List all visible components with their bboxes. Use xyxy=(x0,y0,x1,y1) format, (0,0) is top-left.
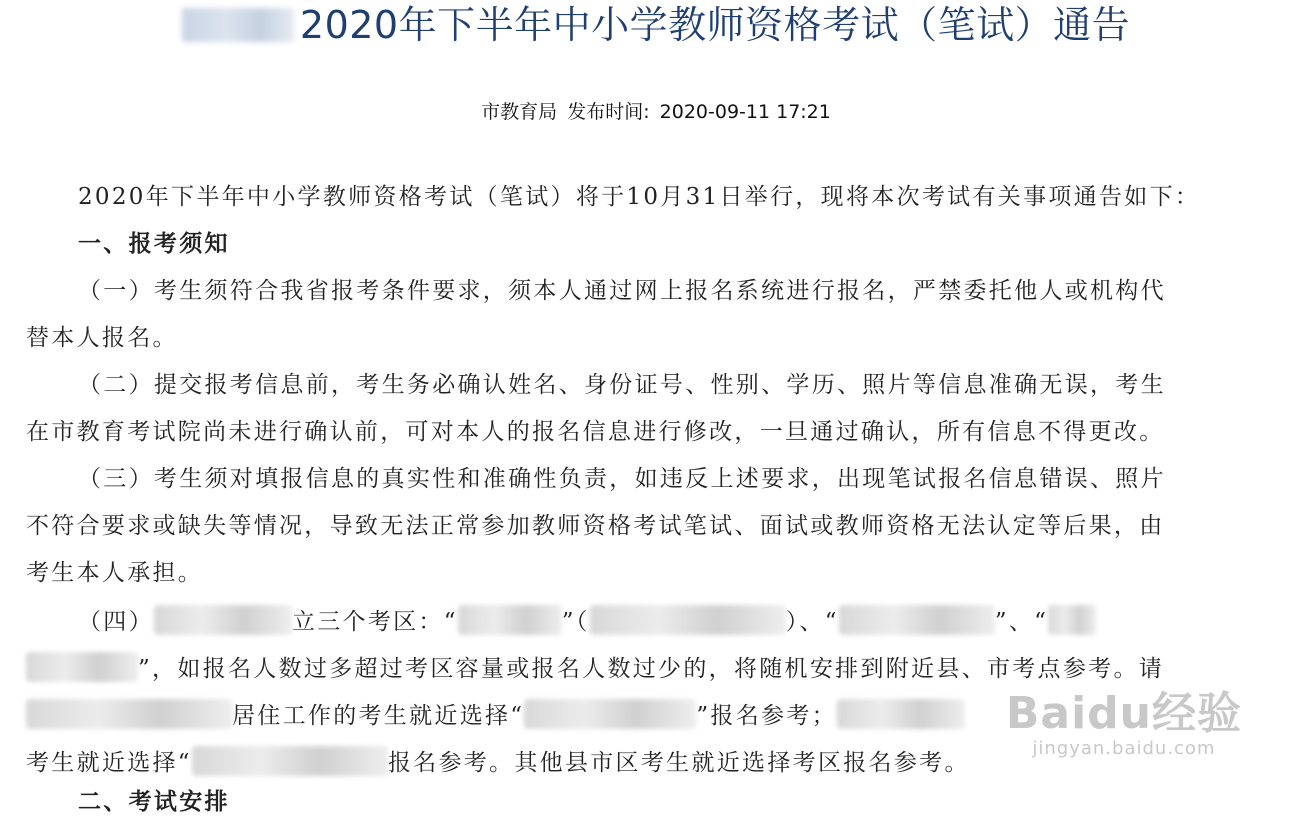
paragraph-4-line-4 xyxy=(26,746,970,778)
paragraph-3-line-1: （三）考生须对填报信息的真实性和准确性负责，如违反上述要求，出现笔试报名信息错误、照片 xyxy=(78,466,1166,492)
redacted-region xyxy=(837,699,965,729)
redacted-region xyxy=(26,652,138,682)
redacted-region xyxy=(26,699,232,729)
redacted-region xyxy=(524,699,696,729)
redacted-region xyxy=(590,605,786,635)
p4-line2-text: ”，如报名人数过多超过考区容量或报名人数过少的，将随机安排到附近县、市考点参考。请 xyxy=(138,656,1165,682)
title-text: 2020年下半年中小学教师资格考试（笔试）通告 xyxy=(299,3,1131,47)
p4-text-c: ”（ xyxy=(561,609,590,635)
p4-text-d: ）、“ xyxy=(785,609,839,635)
publish-time: 2020-09-11 17:21 xyxy=(659,101,831,123)
baidu-jingyan-watermark xyxy=(1006,690,1242,759)
paragraph-3-line-3: 考生本人承担。 xyxy=(26,560,204,586)
p4-text-b: 立三个考区：“ xyxy=(291,609,458,635)
publish-meta xyxy=(0,97,1312,124)
section-heading-1: 一、报考须知 xyxy=(78,230,230,257)
intro-paragraph: 2020年下半年中小学教师资格考试（笔试）将于10月31日举行，现将本次考试有关事项通告如下： xyxy=(78,184,1201,210)
p4-line3-text-a: 居住工作的考生就近选择“ xyxy=(232,703,525,729)
paragraph-2-line-2: 在市教育考试院尚未进行确认前，可对本人的报名信息进行修改，一旦通过确认，所有信息不得更改。 xyxy=(26,419,1165,445)
page-title xyxy=(0,2,1312,48)
section-heading-2-partial: 二、考试安排 xyxy=(78,788,230,815)
redacted-region-prefix xyxy=(182,8,294,42)
p4-prefix: （四） xyxy=(78,609,154,635)
paragraph-3-line-2: 不符合要求或缺失等情况，导致无法正常参加教师资格考试笔试、面试或教师资格无法认定等后果，由 xyxy=(26,513,1165,539)
paragraph-4-line-3 xyxy=(26,699,965,731)
watermark-brand: Baidu经验 xyxy=(1005,688,1242,739)
p4-line3-text-b: ”报名参考； xyxy=(696,703,837,729)
publisher: 市教育局 xyxy=(481,101,558,123)
paragraph-4-line-1 xyxy=(78,605,1096,637)
redacted-region xyxy=(154,605,292,635)
watermark-url: jingyan.baidu.com xyxy=(1032,738,1216,759)
publish-label: 发布时间: xyxy=(567,101,650,123)
p4-text-e: ”、“ xyxy=(994,609,1049,635)
p4-line4-text-b: 报名参考。其他县市区考生就近选择考区报名参考。 xyxy=(387,750,970,776)
paragraph-1-line-2: 替本人报名。 xyxy=(26,325,178,351)
paragraph-4-line-2 xyxy=(26,652,1164,684)
redacted-region xyxy=(839,605,995,635)
paragraph-1-line-1: （一）考生须符合我省报考条件要求，须本人通过网上报名系统进行报名，严禁委托他人或机构代 xyxy=(78,278,1166,304)
p4-line4-text-a: 考生就近选择“ xyxy=(26,750,192,776)
redacted-region xyxy=(1048,605,1096,635)
paragraph-2-line-1: （二）提交报考信息前，考生务必确认姓名、身份证号、性别、学历、照片等信息准确无误，考生 xyxy=(78,372,1166,398)
redacted-region xyxy=(458,605,562,635)
redacted-region xyxy=(192,746,388,776)
